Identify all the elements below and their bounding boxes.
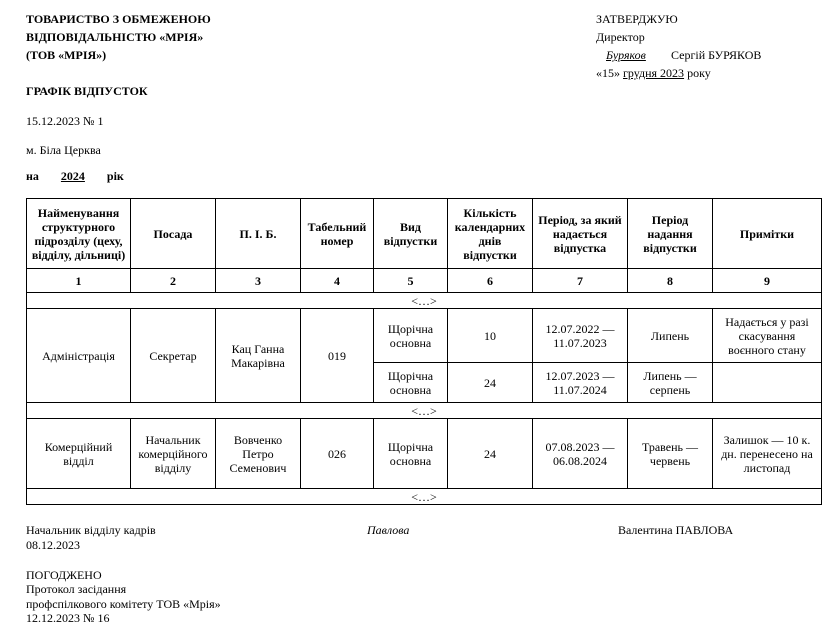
agreed-protocol: Протокол засідання: [26, 582, 127, 596]
hr-date: 08.12.2023: [26, 538, 80, 552]
cell-vacation-type: Щорічна основна: [374, 419, 448, 489]
hr-name: Валентина ПАВЛОВА: [618, 523, 734, 537]
col-number: 7: [533, 269, 628, 293]
org-name-line3: (ТОВ «МРІЯ»): [26, 48, 107, 62]
table-row: [27, 309, 822, 363]
table-row: [27, 419, 822, 489]
cell-tab-number: 026: [301, 419, 374, 489]
cell-period-granted: Травень — червень: [628, 419, 713, 489]
approval-date: [596, 64, 711, 82]
ellipsis-cell: <…>: [27, 489, 822, 505]
header-period-granted: Період надання відпустки: [628, 199, 713, 269]
approval-signature: Буряков: [606, 48, 646, 62]
year-suffix: рік: [106, 169, 124, 183]
document-year-line: [26, 167, 124, 185]
ellipsis-cell: <…>: [27, 293, 822, 309]
cell-days: 24: [448, 419, 533, 489]
table-header-row: [27, 199, 822, 269]
org-name-line1: ТОВАРИСТВО З ОБМЕЖЕНОЮ: [26, 12, 211, 26]
agreed-date-number: 12.12.2023 № 16: [26, 611, 110, 625]
header-tab-number: Табельний номер: [301, 199, 374, 269]
cell-period-granted: Липень: [628, 309, 713, 363]
cell-position: Секретар: [131, 309, 216, 403]
ellipsis-row: [27, 403, 822, 419]
document-date-number: 15.12.2023 № 1: [26, 114, 104, 128]
col-number: 5: [374, 269, 448, 293]
header-period-for: Період, за який надається відпустка: [533, 199, 628, 269]
header-days: Кількість календарних днів відпустки: [448, 199, 533, 269]
col-number: 8: [628, 269, 713, 293]
cell-position: Начальник комерційного відділу: [131, 419, 216, 489]
col-number: 4: [301, 269, 374, 293]
col-number: 3: [216, 269, 301, 293]
cell-notes: Надається у разі скасування воєнного стану: [713, 309, 822, 363]
cell-notes: [713, 363, 822, 403]
col-number: 6: [448, 269, 533, 293]
agreed-title: ПОГОДЖЕНО: [26, 568, 102, 582]
approval-title: ЗАТВЕРДЖУЮ: [596, 12, 678, 26]
approval-signature-line: [596, 46, 761, 64]
cell-department: Адміністрація: [27, 309, 131, 403]
cell-period-for: 12.07.2022 — 11.07.2023: [533, 309, 628, 363]
ellipsis-row: [27, 489, 822, 505]
cell-full-name: Вовченко Петро Семенович: [216, 419, 301, 489]
ellipsis-cell: <…>: [27, 403, 822, 419]
header-department: Найменування структурного підрозділу (цеху, відділу, дільниці): [27, 199, 131, 269]
year-prefix: на: [26, 169, 39, 183]
hr-position: Начальник відділу кадрів: [26, 523, 156, 537]
cell-period-for: 07.08.2023 — 06.08.2024: [533, 419, 628, 489]
cell-full-name: Кац Ганна Макарівна: [216, 309, 301, 403]
column-number-row: [27, 269, 822, 293]
col-number: 1: [27, 269, 131, 293]
cell-department: Комерційний відділ: [27, 419, 131, 489]
document-city: м. Біла Церква: [26, 143, 101, 157]
col-number: 9: [713, 269, 822, 293]
header-notes: Примітки: [713, 199, 822, 269]
header-vacation-type: Вид відпустки: [374, 199, 448, 269]
approval-date-suffix: року: [687, 66, 711, 80]
approval-date-day: «15»: [596, 66, 620, 80]
cell-days: 10: [448, 309, 533, 363]
cell-vacation-type: Щорічна основна: [374, 363, 448, 403]
cell-notes: Залишок — 10 к. дн. перенесено на листопад: [713, 419, 822, 489]
vacation-schedule-table: [26, 198, 822, 505]
org-name-line2: ВІДПОВІДАЛЬНІСТЮ «МРІЯ»: [26, 30, 204, 44]
cell-tab-number: 019: [301, 309, 374, 403]
document-title: ГРАФІК ВІДПУСТОК: [26, 84, 148, 98]
cell-vacation-type: Щорічна основна: [374, 309, 448, 363]
agreed-committee: профспілкового комітету ТОВ «Мрія»: [26, 597, 221, 611]
cell-days: 24: [448, 363, 533, 403]
cell-period-for: 12.07.2023 — 11.07.2024: [533, 363, 628, 403]
approval-position: Директор: [596, 30, 645, 44]
cell-period-granted: Липень — серпень: [628, 363, 713, 403]
approval-date-month: грудня 2023: [623, 66, 685, 80]
ellipsis-row: [27, 293, 822, 309]
header-position: Посада: [131, 199, 216, 269]
year-value: 2024: [60, 169, 85, 183]
approval-name: Сергій БУРЯКОВ: [671, 48, 762, 62]
col-number: 2: [131, 269, 216, 293]
header-full-name: П. І. Б.: [216, 199, 301, 269]
hr-signature: Павлова: [367, 523, 410, 537]
